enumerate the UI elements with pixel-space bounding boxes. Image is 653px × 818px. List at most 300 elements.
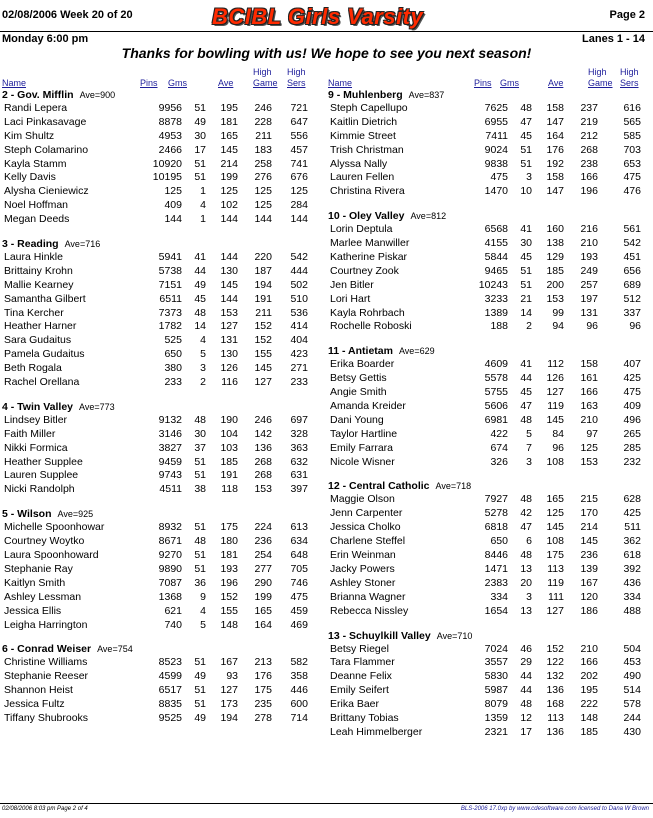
player-high-game: 186 <box>580 604 598 617</box>
player-name: Amanda Kreider <box>330 400 406 413</box>
player-row <box>0 171 322 185</box>
player-name: Charlene Steffel <box>330 535 406 548</box>
lanes: Lanes 1 - 14 <box>582 33 645 45</box>
player-high-game: 191 <box>254 292 272 305</box>
player-games: 48 <box>194 535 206 548</box>
player-games: 51 <box>194 455 206 468</box>
player-row <box>0 442 322 456</box>
player-high-series: 697 <box>290 413 308 426</box>
player-name: Courtney Zook <box>330 264 399 277</box>
player-high-series: 436 <box>623 576 641 589</box>
player-games: 42 <box>520 507 532 520</box>
player-pins: 1471 <box>484 562 508 575</box>
player-name: Brittany Tobias <box>330 711 399 724</box>
player-high-game: 210 <box>580 642 598 655</box>
player-high-game: 153 <box>580 455 598 468</box>
player-row <box>326 563 653 577</box>
player-high-game: 237 <box>580 102 598 114</box>
player-high-series: 512 <box>623 292 641 305</box>
player-name: Lindsey Bitler <box>4 413 68 426</box>
player-pins: 1389 <box>484 306 508 319</box>
player-row <box>0 619 322 633</box>
player-high-series: 451 <box>623 251 641 264</box>
header-pins: Pins <box>140 78 158 88</box>
player-name: Kim Shultz <box>4 129 55 142</box>
team-spacer <box>0 390 322 400</box>
player-games: 48 <box>520 102 532 114</box>
player-average: 99 <box>552 306 564 319</box>
player-name: Rachel Orellana <box>4 376 80 389</box>
player-games: 51 <box>520 264 532 277</box>
player-average: 158 <box>546 171 564 184</box>
player-row <box>326 442 653 456</box>
player-average: 152 <box>220 590 238 603</box>
player-games: 10 <box>520 185 532 198</box>
player-high-series: 232 <box>623 455 641 468</box>
player-pins: 409 <box>164 199 182 212</box>
player-average: 126 <box>220 362 238 375</box>
player-average: 192 <box>546 157 564 170</box>
player-pins: 9743 <box>158 469 182 482</box>
player-high-series: 511 <box>624 521 641 534</box>
player-name: Sara Gudaitus <box>4 334 72 347</box>
player-pins: 4953 <box>158 129 182 142</box>
player-average: 194 <box>220 711 238 724</box>
player-high-series: 363 <box>290 441 308 454</box>
player-pins: 8835 <box>158 698 182 711</box>
player-high-series: 561 <box>623 223 641 236</box>
player-high-series: 504 <box>623 642 641 655</box>
header-name: Name <box>328 78 353 88</box>
player-high-series: 233 <box>290 376 308 389</box>
player-row <box>326 185 653 199</box>
player-average: 145 <box>546 521 564 534</box>
player-games: 41 <box>194 251 206 264</box>
player-games: 4 <box>200 334 206 347</box>
team-spacer <box>326 334 653 344</box>
player-games: 2 <box>526 320 532 333</box>
team-title: 13 - Schuylkill Valley <box>328 629 431 642</box>
team-title: 3 - Reading <box>2 238 59 251</box>
player-high-game: 268 <box>580 143 598 156</box>
player-row <box>326 358 653 372</box>
player-pins: 8523 <box>158 656 182 669</box>
player-name: Jessica Cholko <box>330 521 401 534</box>
player-games: 41 <box>520 358 532 371</box>
player-average: 130 <box>220 264 238 277</box>
player-row <box>326 591 653 605</box>
team-average: Ave=718 <box>435 481 472 492</box>
player-games: 3 <box>526 590 532 603</box>
player-high-game: 195 <box>580 684 598 697</box>
player-pins: 6981 <box>484 413 508 426</box>
player-high-game: 277 <box>254 562 272 575</box>
player-row <box>0 712 322 726</box>
player-name: Jen Bitler <box>330 278 374 291</box>
player-high-game: 290 <box>254 576 272 589</box>
player-average: 145 <box>220 143 238 156</box>
player-games: 44 <box>520 670 532 683</box>
player-high-game: 222 <box>580 698 598 711</box>
player-games: 30 <box>194 129 206 142</box>
player-games: 20 <box>520 576 532 589</box>
player-average: 129 <box>546 251 564 264</box>
player-high-game: 97 <box>586 427 598 440</box>
player-name: Megan Deeds <box>4 213 70 226</box>
team-block <box>326 209 653 334</box>
player-pins: 6511 <box>159 292 182 305</box>
player-average: 147 <box>546 185 564 198</box>
player-row <box>326 698 653 712</box>
team-spacer <box>0 497 322 507</box>
player-average: 196 <box>220 576 238 589</box>
player-high-series: 453 <box>623 656 641 669</box>
header-high-game-2: Game <box>253 78 278 88</box>
player-row <box>0 469 322 483</box>
player-games: 5 <box>526 427 532 440</box>
player-row <box>326 223 653 237</box>
player-average: 118 <box>221 483 238 496</box>
player-row <box>0 334 322 348</box>
player-row <box>0 549 322 563</box>
player-high-game: 216 <box>580 223 598 236</box>
player-games: 45 <box>520 129 532 142</box>
player-pins: 188 <box>490 320 508 333</box>
player-name: Tara Flammer <box>330 656 395 669</box>
team-block <box>0 642 322 725</box>
player-row <box>326 726 653 740</box>
player-row <box>0 684 322 698</box>
footer-credit: BLS-2006 17.0xp by www.cdesoftware.com licensed to Dana W Brown <box>460 806 649 812</box>
player-high-game: 249 <box>580 264 598 277</box>
player-games: 12 <box>520 711 532 724</box>
player-average: 199 <box>220 171 238 184</box>
day-time: Monday 6:00 pm <box>2 33 89 45</box>
player-row <box>0 265 322 279</box>
player-high-series: 490 <box>623 670 641 683</box>
player-average: 155 <box>220 604 238 617</box>
player-name: Brianna Wagner <box>330 590 406 603</box>
player-high-game: 158 <box>580 358 598 371</box>
player-pins: 9024 <box>484 143 508 156</box>
team-block <box>0 400 322 497</box>
player-high-series: 459 <box>290 604 308 617</box>
player-high-game: 125 <box>254 199 272 212</box>
player-name: Mallie Kearney <box>4 278 74 291</box>
player-name: Erika Baer <box>330 698 380 711</box>
player-average: 195 <box>220 102 238 114</box>
player-high-game: 258 <box>254 157 272 170</box>
player-games: 38 <box>194 483 206 496</box>
player-average: 214 <box>220 157 238 170</box>
player-pins: 1359 <box>484 711 508 724</box>
team-average: Ave=716 <box>64 239 101 250</box>
player-high-series: 542 <box>290 251 308 264</box>
player-name: Taylor Hartline <box>330 427 398 440</box>
player-games: 51 <box>520 143 532 156</box>
player-average: 144 <box>220 251 238 264</box>
player-games: 49 <box>194 711 206 724</box>
player-name: Courtney Woytko <box>4 535 85 548</box>
player-row <box>326 428 653 442</box>
player-average: 147 <box>546 115 564 128</box>
player-name: Steph Capellupo <box>330 102 408 114</box>
player-games: 49 <box>194 278 206 291</box>
player-average: 136 <box>546 725 564 738</box>
player-row <box>0 251 322 265</box>
player-average: 113 <box>547 711 564 724</box>
player-games: 41 <box>520 223 532 236</box>
player-high-game: 278 <box>254 711 272 724</box>
player-high-series: 328 <box>290 427 308 440</box>
player-games: 44 <box>520 372 532 385</box>
player-pins: 8671 <box>158 535 182 548</box>
player-row <box>0 456 322 470</box>
player-row <box>0 144 322 158</box>
player-average: 108 <box>546 535 564 548</box>
player-high-game: 219 <box>580 115 598 128</box>
player-high-game: 142 <box>254 427 272 440</box>
player-pins: 2321 <box>484 725 508 738</box>
team-title: 12 - Central Catholic <box>328 480 430 493</box>
player-pins: 7411 <box>485 129 508 142</box>
player-pins: 5606 <box>484 400 508 413</box>
player-average: 175 <box>546 549 564 562</box>
player-name: Alysha Cieniewicz <box>4 185 89 198</box>
team-average: Ave=710 <box>436 630 473 641</box>
player-high-series: 514 <box>623 684 641 697</box>
player-average: 153 <box>546 292 564 305</box>
player-row <box>326 684 653 698</box>
header-high-game-2: Game <box>588 78 613 88</box>
player-high-series: 475 <box>623 386 641 399</box>
footer-rule <box>0 803 653 804</box>
player-average: 96 <box>552 441 564 454</box>
player-pins: 7625 <box>484 102 508 114</box>
player-name: Dani Young <box>330 413 384 426</box>
header-high-sers-1: High <box>287 67 306 77</box>
player-average: 104 <box>220 427 238 440</box>
player-pins: 6818 <box>484 521 508 534</box>
player-row <box>0 199 322 213</box>
player-high-series: 618 <box>623 549 641 562</box>
date-week: 02/08/2006 Week 20 of 20 <box>2 9 133 21</box>
team-block <box>326 479 653 618</box>
player-games: 2 <box>200 376 206 389</box>
player-row <box>0 563 322 577</box>
player-row <box>326 493 653 507</box>
player-games: 30 <box>520 237 532 250</box>
player-row <box>326 712 653 726</box>
header-high-game-1: High <box>588 67 607 77</box>
player-row <box>326 414 653 428</box>
player-row <box>0 213 322 227</box>
player-games: 4 <box>200 199 206 212</box>
player-pins: 7373 <box>158 306 182 319</box>
player-games: 13 <box>520 562 532 575</box>
player-row <box>326 251 653 265</box>
player-high-game: 220 <box>254 251 272 264</box>
player-row <box>0 670 322 684</box>
player-high-game: 125 <box>580 441 598 454</box>
player-name: Pamela Gudaitus <box>4 348 85 361</box>
player-row <box>0 535 322 549</box>
player-name: Leah Himmelberger <box>330 725 423 738</box>
player-high-series: 536 <box>290 306 308 319</box>
player-row <box>0 591 322 605</box>
player-games: 44 <box>520 684 532 697</box>
player-high-series: 409 <box>623 400 641 413</box>
player-high-game: 153 <box>254 483 272 496</box>
player-average: 108 <box>546 455 564 468</box>
player-pins: 9270 <box>158 549 182 562</box>
player-high-game: 214 <box>580 521 598 534</box>
player-high-series: 653 <box>623 157 641 170</box>
player-average: 181 <box>220 549 238 562</box>
player-row <box>0 116 322 130</box>
player-games: 46 <box>520 642 532 655</box>
player-name: Faith Miller <box>4 427 56 440</box>
player-high-series: 613 <box>290 521 308 534</box>
player-average: 153 <box>220 306 238 319</box>
player-high-game: 166 <box>580 171 598 184</box>
column-headers <box>0 66 322 88</box>
thanks-message: Thanks for bowling with us! We hope to see you next season! <box>121 45 532 61</box>
team-title: 2 - Gov. Mifflin <box>2 89 74 101</box>
player-games: 49 <box>194 115 206 128</box>
player-row <box>0 293 322 307</box>
player-pins: 3827 <box>158 441 182 454</box>
header-name: Name <box>2 78 27 88</box>
player-average: 119 <box>547 576 564 589</box>
player-high-series: 488 <box>623 604 641 617</box>
player-high-series: 407 <box>623 358 641 371</box>
player-pins: 125 <box>164 185 182 198</box>
player-name: Deanne Felix <box>330 670 392 683</box>
player-high-game: 170 <box>580 507 598 520</box>
header-high-sers-2: Sers <box>620 78 639 88</box>
team-spacer <box>0 227 322 237</box>
header-gms: Gms <box>500 78 519 88</box>
player-high-game: 176 <box>254 670 272 683</box>
player-average: 125 <box>220 185 238 198</box>
player-row <box>326 102 653 116</box>
player-pins: 525 <box>164 334 182 347</box>
player-pins: 5941 <box>158 251 182 264</box>
player-games: 51 <box>520 157 532 170</box>
player-name: Randi Lepera <box>4 102 68 114</box>
player-high-series: 556 <box>290 129 308 142</box>
player-high-series: 600 <box>290 698 308 711</box>
left-column <box>0 66 322 726</box>
player-average: 126 <box>546 372 564 385</box>
player-high-series: 144 <box>290 213 308 226</box>
player-row <box>326 130 653 144</box>
player-pins: 9525 <box>158 711 182 724</box>
player-row <box>0 376 322 390</box>
player-high-game: 276 <box>254 171 272 184</box>
player-row <box>326 116 653 130</box>
player-games: 48 <box>194 306 206 319</box>
player-row <box>326 656 653 670</box>
player-high-series: 457 <box>290 143 308 156</box>
player-pins: 7024 <box>484 642 508 655</box>
player-high-game: 246 <box>254 102 272 114</box>
player-average: 160 <box>546 223 564 236</box>
player-row <box>0 158 322 172</box>
player-pins: 6568 <box>484 223 508 236</box>
player-name: Shannon Heist <box>4 684 73 697</box>
right-column <box>326 66 653 740</box>
player-average: 181 <box>220 115 238 128</box>
player-pins: 233 <box>164 376 182 389</box>
player-high-game: 144 <box>254 213 272 226</box>
player-average: 132 <box>546 670 564 683</box>
player-games: 51 <box>194 102 206 114</box>
team-heading <box>0 507 322 521</box>
player-name: Kayla Stamm <box>4 157 67 170</box>
player-games: 51 <box>194 562 206 575</box>
player-high-game: 152 <box>254 320 272 333</box>
player-high-game: 145 <box>580 535 598 548</box>
player-high-game: 211 <box>255 129 272 142</box>
player-row <box>326 171 653 185</box>
player-high-game: 148 <box>580 711 598 724</box>
player-high-game: 197 <box>580 292 598 305</box>
player-games: 51 <box>194 171 206 184</box>
team-heading <box>326 88 653 102</box>
player-high-series: 244 <box>623 711 641 724</box>
player-row <box>0 102 322 116</box>
player-high-game: 246 <box>254 413 272 426</box>
player-high-game: 212 <box>580 129 598 142</box>
player-games: 48 <box>520 493 532 506</box>
player-games: 21 <box>520 292 532 305</box>
player-row <box>0 307 322 321</box>
player-row <box>0 483 322 497</box>
team-block <box>326 629 653 740</box>
player-high-game: 166 <box>580 656 598 669</box>
team-title: 9 - Muhlenberg <box>328 89 403 101</box>
player-games: 3 <box>526 171 532 184</box>
player-pins: 3146 <box>158 427 182 440</box>
player-name: Nicki Randolph <box>4 483 75 496</box>
player-games: 7 <box>526 441 532 454</box>
player-games: 51 <box>194 521 206 534</box>
player-games: 51 <box>194 656 206 669</box>
player-high-series: 397 <box>290 483 308 496</box>
player-row <box>326 521 653 535</box>
player-name: Tiffany Shubrooks <box>4 711 89 724</box>
player-games: 51 <box>194 469 206 482</box>
player-high-series: 689 <box>623 278 641 291</box>
player-average: 103 <box>220 441 238 454</box>
team-heading <box>326 344 653 358</box>
player-high-game: 185 <box>580 725 598 738</box>
player-games: 49 <box>194 670 206 683</box>
player-high-game: 145 <box>254 362 272 375</box>
player-high-series: 705 <box>290 562 308 575</box>
player-high-game: 163 <box>580 400 598 413</box>
player-pins: 8932 <box>158 521 182 534</box>
page-number: Page 2 <box>609 9 645 21</box>
player-pins: 5738 <box>158 264 182 277</box>
player-games: 47 <box>520 400 532 413</box>
column-headers <box>326 66 653 88</box>
player-pins: 6955 <box>484 115 508 128</box>
player-average: 127 <box>546 386 564 399</box>
player-high-series: 631 <box>290 469 308 482</box>
